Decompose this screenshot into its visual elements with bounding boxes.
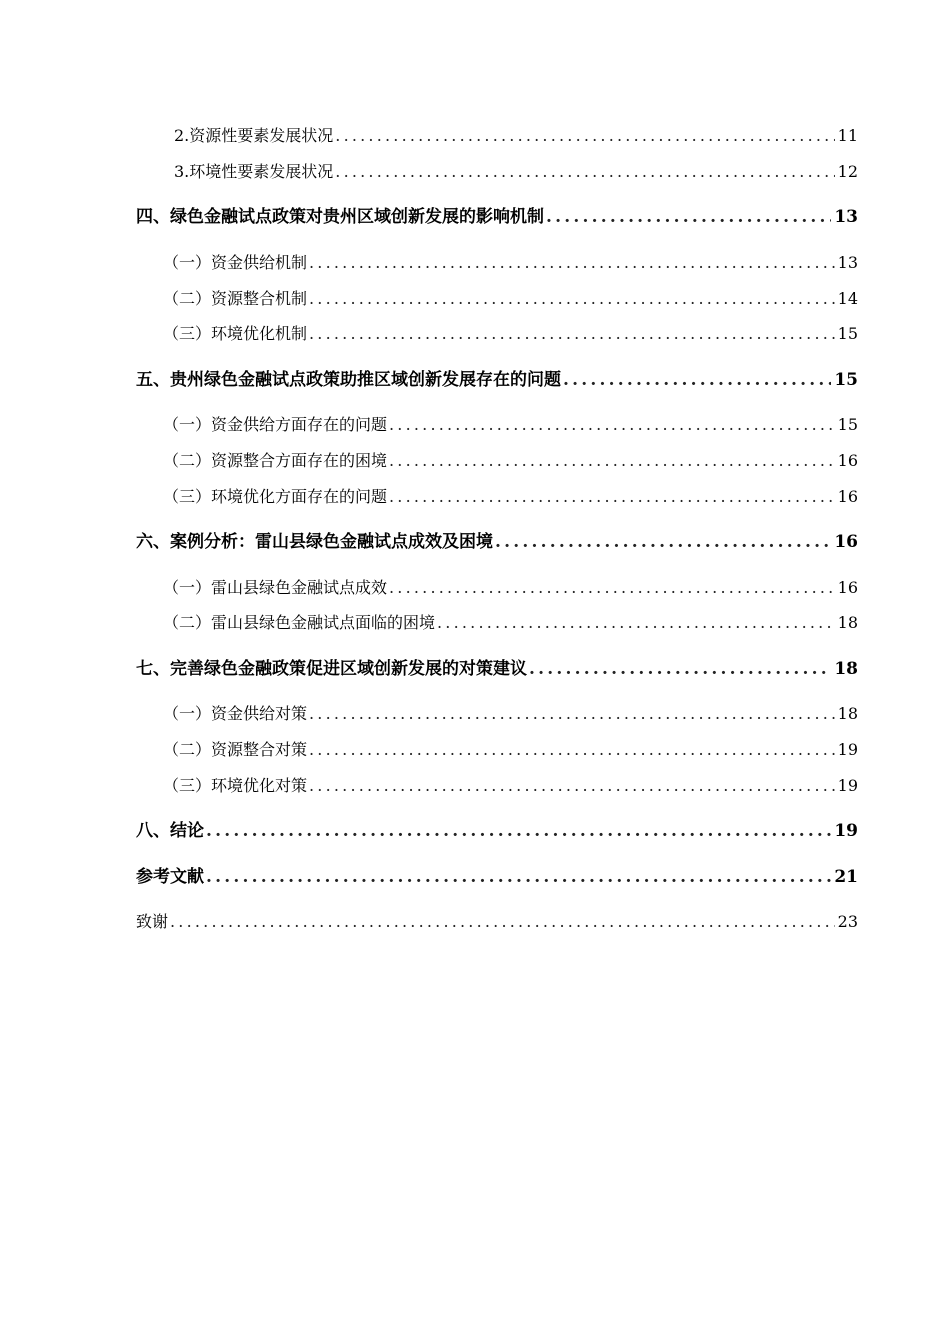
toc-leader-dots <box>529 657 831 681</box>
toc-leader-dots <box>206 865 831 889</box>
toc-page-number: 19 <box>834 821 858 841</box>
toc-entry-5-1[interactable] <box>163 413 858 437</box>
toc-leader-dots <box>309 774 835 798</box>
toc-entry-6-2[interactable] <box>163 611 858 635</box>
toc-entry-chapter-7[interactable] <box>136 657 858 681</box>
toc-entry-title: （二）雷山县绿色金融试点面临的困境 <box>163 613 436 632</box>
toc-leader-dots <box>389 485 835 509</box>
toc-page-number: 13 <box>837 253 858 272</box>
toc-page-number: 16 <box>837 487 858 506</box>
toc-page-number: 14 <box>837 289 858 308</box>
toc-leader-dots <box>389 449 835 473</box>
toc-leader-dots <box>206 819 831 843</box>
toc-entry-4-3[interactable] <box>163 322 858 346</box>
toc-entry-title: （三）环境优化机制 <box>163 324 308 343</box>
toc-entry-6-1[interactable] <box>163 576 858 600</box>
toc-entry-5-3[interactable] <box>163 485 858 509</box>
toc-leader-dots <box>335 124 834 148</box>
toc-entry-3-environment-factors[interactable] <box>174 160 858 184</box>
toc-entry-title: 2.资源性要素发展状况 <box>174 126 334 145</box>
toc-entry-references[interactable] <box>136 865 858 889</box>
toc-leader-dots <box>309 287 835 311</box>
toc-page-number: 21 <box>834 867 858 887</box>
toc-leader-dots <box>563 368 831 392</box>
toc-leader-dots <box>437 611 835 635</box>
toc-entry-title: （一）资金供给对策 <box>163 704 308 723</box>
toc-leader-dots <box>389 413 835 437</box>
toc-page-number: 16 <box>837 451 858 470</box>
toc-page-number: 18 <box>834 659 858 679</box>
toc-entry-5-2[interactable] <box>163 449 858 473</box>
toc-entry-4-2[interactable] <box>163 287 858 311</box>
toc-entry-4-1[interactable] <box>163 251 858 275</box>
toc-entry-7-1[interactable] <box>163 702 858 726</box>
toc-leader-dots <box>309 702 835 726</box>
toc-page-number: 12 <box>837 162 858 181</box>
toc-leader-dots <box>335 160 834 184</box>
toc-page-number: 15 <box>834 370 858 390</box>
toc-entry-acknowledgements[interactable] <box>136 910 858 934</box>
toc-page-number: 16 <box>837 578 858 597</box>
toc-leader-dots <box>546 205 831 229</box>
toc-entry-2-resource-factors[interactable] <box>174 124 858 148</box>
toc-entry-title: 参考文献 <box>136 867 204 887</box>
toc-entry-title: （一）资金供给方面存在的问题 <box>163 415 388 434</box>
toc-leader-dots <box>170 910 835 934</box>
toc-leader-dots <box>309 322 835 346</box>
toc-entry-title: 七、完善绿色金融政策促进区域创新发展的对策建议 <box>136 659 527 679</box>
toc-entry-title: 六、案例分析：雷山县绿色金融试点成效及困境 <box>136 532 493 552</box>
toc-page-number: 15 <box>837 415 858 434</box>
toc-leader-dots <box>309 251 835 275</box>
toc-entry-title: （一）资金供给机制 <box>163 253 308 272</box>
toc-leader-dots <box>309 738 835 762</box>
toc-entry-title: （三）环境优化方面存在的问题 <box>163 487 388 506</box>
toc-entry-chapter-8[interactable] <box>136 819 858 843</box>
toc-page-number: 18 <box>837 704 858 723</box>
toc-entry-title: （二）资源整合方面存在的困境 <box>163 451 388 470</box>
toc-page-number: 13 <box>834 207 858 227</box>
toc-page-number: 18 <box>837 613 858 632</box>
toc-entry-title: （一）雷山县绿色金融试点成效 <box>163 578 388 597</box>
toc-entry-title: 八、结论 <box>136 821 204 841</box>
toc-page-number: 23 <box>837 912 858 931</box>
toc-entry-title: （二）资源整合机制 <box>163 289 308 308</box>
toc-entry-chapter-6[interactable] <box>136 530 858 554</box>
toc-entry-7-3[interactable] <box>163 774 858 798</box>
toc-leader-dots <box>389 576 835 600</box>
toc-page-number: 19 <box>837 776 858 795</box>
toc-page-number: 11 <box>837 126 858 145</box>
toc-entry-title: 致谢 <box>136 912 169 931</box>
toc-page-number: 15 <box>837 324 858 343</box>
toc-entry-title: （二）资源整合对策 <box>163 740 308 759</box>
toc-entry-title: 五、贵州绿色金融试点政策助推区域创新发展存在的问题 <box>136 370 561 390</box>
toc-entry-chapter-4[interactable] <box>136 205 858 229</box>
toc-entry-chapter-5[interactable] <box>136 368 858 392</box>
toc-page-number: 16 <box>834 532 858 552</box>
toc-entry-title: 四、绿色金融试点政策对贵州区域创新发展的影响机制 <box>136 207 544 227</box>
toc-entry-title: （三）环境优化对策 <box>163 776 308 795</box>
toc-leader-dots <box>495 530 831 554</box>
toc-entry-7-2[interactable] <box>163 738 858 762</box>
toc-entry-title: 3.环境性要素发展状况 <box>174 162 334 181</box>
toc-page-number: 19 <box>837 740 858 759</box>
